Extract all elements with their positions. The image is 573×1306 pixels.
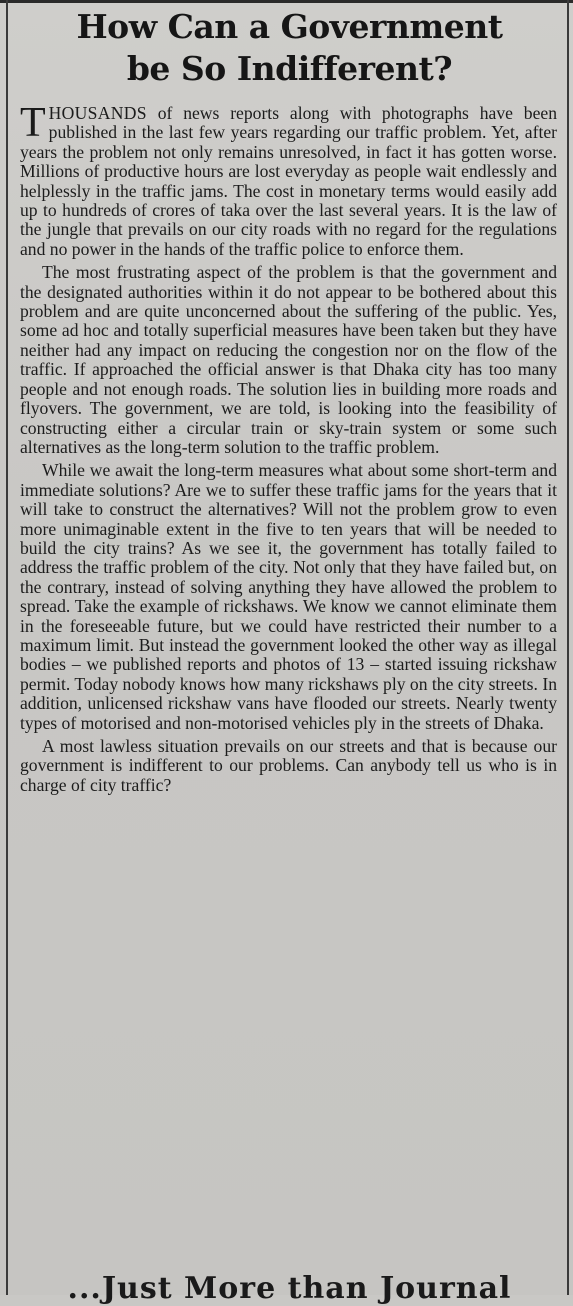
top-border-rule	[0, 0, 573, 3]
left-column-rule	[6, 0, 8, 1295]
article-paragraph-2: The most frustrating aspect of the problem is that the government and the designated authorities within it do not appear to be bothered about this problem and are quite unconcerned about the suffering of the public. Yes, some ad hoc and totally superficial measures have been taken but they have neither had any impact on reducing the congestion nor on the flow of the traffic. If approached the official answer is that Dhaka city has too many people and not enough roads. The solution lies in building more roads and flyovers. The government, we are told, is looking into the feasibility of constructing either a circular train or sky-train system or some such alternatives as the long-term solution to the traffic problem.	[20, 262, 557, 457]
right-column-rule	[567, 0, 569, 1295]
headline-line-2: be So Indifferent?	[126, 49, 453, 88]
article-paragraph-3: While we await the long-term measures what about some short-term and immediate solutions? Are we to suffer these traffic jams for the years that it will take to construct the alternatives? Will not the problem grow to even more unimaginable extent in the five to ten years that will be needed to build the city trains? As we see it, the government has totally failed to address the traffic problem of the city. Not only that they have failed but, on the contrary, instead of solving anything they have allowed the problem to spread. Take the example of rickshaws. We know we cannot eliminate them in the foreseeable future, but we could have restricted their number to a maximum limit. But instead the government looked the other way as illegal bodies – we published reports and photos of 13 – started issuing rickshaw permit. Today nobody knows how many rickshaws ply on the city streets. In addition, unlicensed rickshaw vans have flooded our streets. Nearly twenty types of motorised and non-motorised vehicles ply in the streets of Dhaka.	[20, 460, 557, 733]
headline-line-1: How Can a Government	[76, 7, 503, 46]
paragraph-1-text: of news reports along with photographs have been published in the last few years regarding our traffic problem. Yet, after years the problem not only remains unresolved, in fact it has gotten worse. Millions of productive hours are lost everyday as people wait endlessly and helplessly in the traffic jams. The cost in monetary terms would easily add up to hundreds of crores of taka over the last several years. It is the law of the jungle that prevails on our city roads with no regard for the regulations and no power in the hands of the traffic police to enforce them.	[20, 103, 557, 259]
next-article-headline-fragment	[14, 1271, 565, 1306]
lead-smallcaps: HOUSANDS	[48, 103, 147, 123]
drop-cap: T	[20, 100, 46, 146]
article-headline	[14, 6, 565, 90]
article-body	[20, 100, 557, 799]
article-paragraph-1	[20, 100, 557, 259]
next-headline-text: ...Just More than Journal	[67, 1271, 512, 1306]
article-paragraph-4: A most lawless situation prevails on our streets and that is because our government is indifferent to our problems. Can anybody tell us who is in charge of city traffic?	[20, 736, 557, 795]
